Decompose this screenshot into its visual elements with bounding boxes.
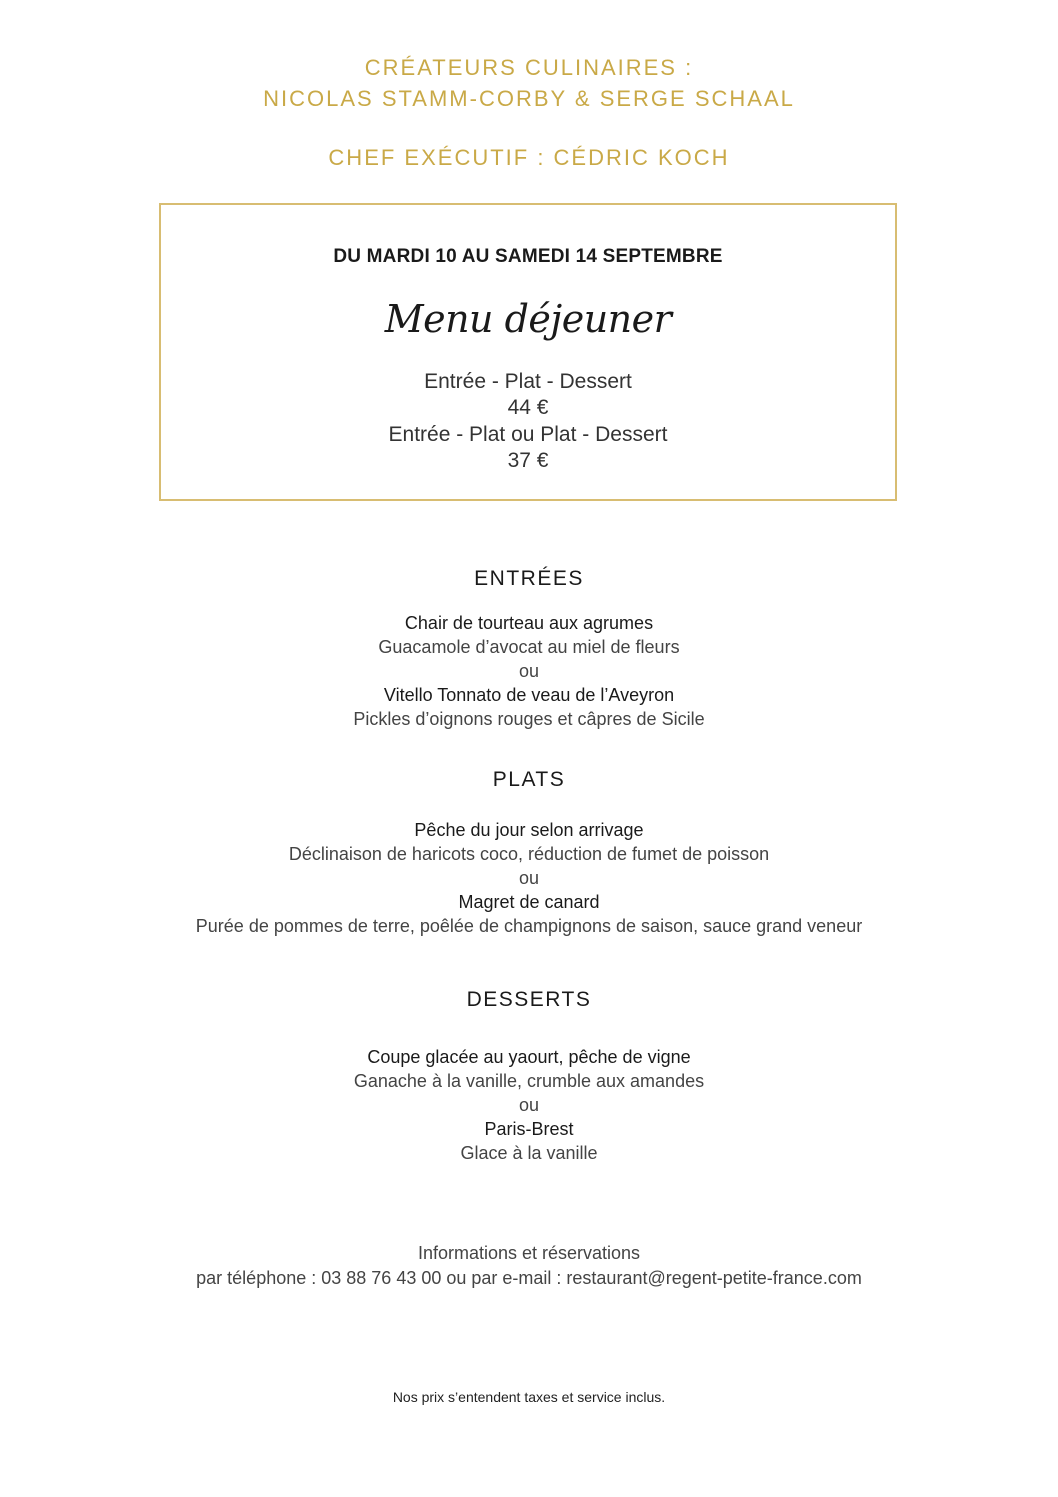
price-1: 44 €	[507, 396, 549, 419]
executive-chef: CHEF EXÉCUTIF : CÉDRIC KOCH	[328, 145, 730, 170]
section-title-plats: PLATS	[492, 768, 566, 791]
plat-2-name: Magret de canard	[458, 892, 600, 912]
creators-names: NICOLAS STAMM-CORBY & SERGE SCHAAL	[263, 86, 795, 111]
menu-title: Menu déjeuner	[384, 297, 672, 341]
plat-1-description: Déclinaison de haricots coco, réduction de fumet de poisson	[288, 844, 770, 864]
dessert-2-description: Glace à la vanille	[460, 1143, 598, 1163]
menu-box	[159, 203, 897, 501]
entree-2-name: Vitello Tonnato de veau de l’Aveyron	[383, 685, 675, 705]
creators-label: CRÉATEURS CULINAIRES :	[364, 55, 694, 80]
entree-2-description: Pickles d’oignons rouges et câpres de Sicile	[353, 709, 705, 729]
contact-details: par téléphone : 03 88 76 43 00 ou par e-mail : restaurant@regent-petite-france.com	[196, 1268, 862, 1288]
entree-1-description: Guacamole d’avocat au miel de fleurs	[378, 637, 680, 657]
entree-or: ou	[518, 661, 540, 681]
menu-dates: DU MARDI 10 AU SAMEDI 14 SEPTEMBRE	[333, 246, 723, 267]
formula-2: Entrée - Plat ou Plat - Dessert	[388, 423, 668, 446]
plat-or: ou	[518, 868, 540, 888]
formula-1: Entrée - Plat - Dessert	[424, 370, 632, 393]
section-title-entrees: ENTRÉES	[474, 567, 584, 590]
entree-1-name: Chair de tourteau aux agrumes	[404, 613, 654, 633]
section-title-desserts: DESSERTS	[466, 988, 592, 1011]
dessert-or: ou	[518, 1095, 540, 1115]
contact-heading: Informations et réservations	[417, 1243, 641, 1263]
dessert-1-name: Coupe glacée au yaourt, pêche de vigne	[367, 1047, 691, 1067]
price-2: 37 €	[507, 449, 549, 472]
dessert-2-name: Paris-Brest	[484, 1119, 574, 1139]
plat-2-description: Purée de pommes de terre, poêlée de champignons de saison, sauce grand veneur	[195, 916, 863, 936]
price-note: Nos prix s’entendent taxes et service inclus.	[392, 1389, 666, 1405]
dessert-1-description: Ganache à la vanille, crumble aux amandes	[353, 1071, 705, 1091]
plat-1-name: Pêche du jour selon arrivage	[414, 820, 644, 840]
